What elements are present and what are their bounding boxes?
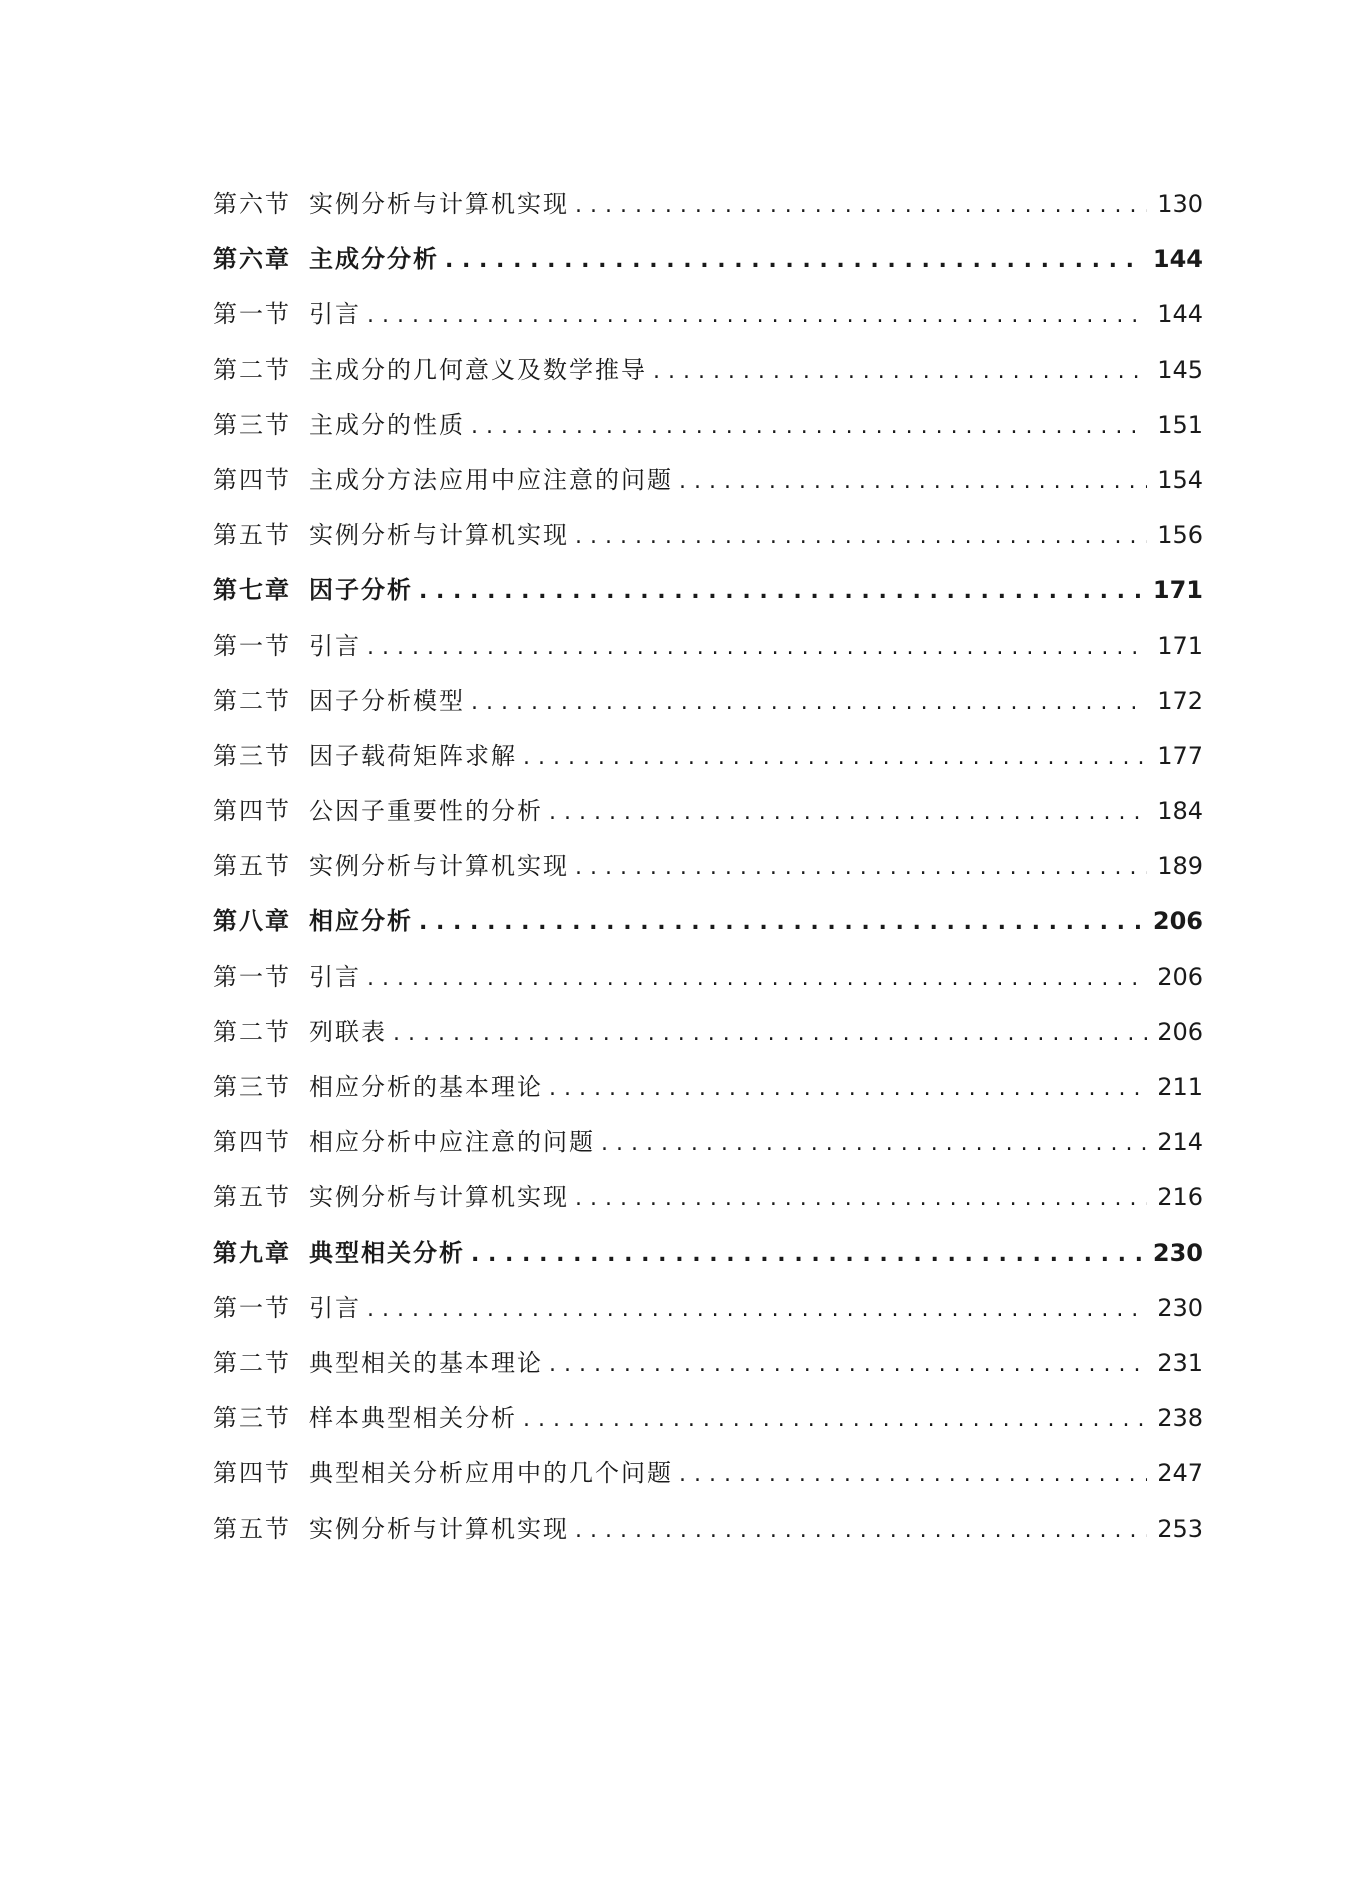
toc-entry-title: 主成分方法应用中应注意的问题: [309, 465, 673, 494]
toc-entry-title: 公因子重要性的分析: [309, 797, 543, 826]
toc-entry-title: 典型相关的基本理论: [309, 1348, 543, 1377]
toc-dot-leader: [419, 575, 1143, 604]
toc-entry-page: 230: [1157, 1293, 1203, 1322]
toc-entry-page: 171: [1152, 576, 1203, 605]
toc-dot-leader: [523, 1404, 1147, 1432]
toc-dot-leader: [679, 1459, 1147, 1487]
toc-entry[interactable]: [213, 1122, 1203, 1177]
toc-entry-title: 实例分析与计算机实现: [309, 1514, 569, 1543]
toc-entry-label: 第四节: [213, 465, 291, 494]
table-of-contents: [213, 184, 1203, 1564]
toc-entry-label: 第三节: [213, 410, 291, 439]
toc-entry-page: 206: [1152, 907, 1203, 936]
toc-entry-title: 主成分的性质: [309, 410, 465, 439]
toc-entry-label: 第六章: [213, 244, 291, 274]
toc-dot-leader: [393, 1018, 1147, 1046]
toc-dot-leader: [575, 1515, 1147, 1543]
toc-entry-page: 211: [1157, 1073, 1203, 1101]
toc-dot-leader: [367, 1294, 1147, 1322]
toc-entry-title: 典型相关分析应用中的几个问题: [309, 1459, 673, 1488]
toc-entry-page: 154: [1157, 465, 1203, 494]
toc-dot-leader: [575, 521, 1147, 549]
toc-entry-page: 151: [1157, 410, 1203, 439]
toc-dot-leader: [445, 244, 1143, 273]
toc-chapter-entry[interactable]: [213, 1233, 1203, 1288]
toc-entry[interactable]: [213, 1012, 1203, 1067]
toc-entry[interactable]: [213, 1453, 1203, 1508]
toc-entry[interactable]: [213, 681, 1203, 736]
toc-entry-label: 第五节: [213, 852, 291, 881]
toc-dot-leader: [419, 906, 1143, 935]
toc-entry-title: 实例分析与计算机实现: [309, 190, 569, 218]
toc-entry[interactable]: [213, 1177, 1203, 1232]
toc-entry-page: 189: [1157, 852, 1203, 881]
toc-entry-title: 引言: [309, 1293, 361, 1322]
toc-entry[interactable]: [213, 460, 1203, 515]
toc-entry-title: 主成分分析: [309, 244, 439, 274]
toc-entry-label: 第四节: [213, 797, 291, 826]
toc-entry-page: 172: [1157, 686, 1203, 715]
toc-entry-title: 相应分析中应注意的问题: [309, 1128, 595, 1157]
toc-entry-page: 253: [1157, 1514, 1203, 1543]
toc-entry-label: 第三节: [213, 741, 291, 770]
toc-dot-leader: [549, 1073, 1147, 1101]
toc-entry-page: 247: [1157, 1459, 1203, 1488]
toc-entry[interactable]: [213, 184, 1203, 239]
toc-entry-page: 206: [1157, 1017, 1203, 1046]
toc-entry-label: 第二节: [213, 1017, 291, 1046]
toc-entry-title: 实例分析与计算机实现: [309, 852, 569, 881]
toc-dot-leader: [367, 632, 1147, 660]
toc-entry[interactable]: [213, 1067, 1203, 1122]
toc-entry-page: 216: [1157, 1183, 1203, 1212]
toc-entry-title: 因子载荷矩阵求解: [309, 741, 517, 770]
toc-entry-title: 因子分析模型: [309, 686, 465, 715]
toc-entry-page: 144: [1152, 245, 1203, 274]
toc-entry-label: 第一节: [213, 1293, 291, 1322]
toc-entry-label: 第七章: [213, 575, 291, 605]
toc-entry[interactable]: [213, 791, 1203, 846]
toc-dot-leader: [575, 1183, 1147, 1211]
toc-entry[interactable]: [213, 350, 1203, 405]
toc-entry-page: 184: [1157, 797, 1203, 826]
toc-entry-page: 145: [1157, 355, 1203, 384]
toc-dot-leader: [679, 466, 1147, 494]
toc-entry-page: 230: [1152, 1238, 1203, 1267]
toc-entry-title: 因子分析: [309, 575, 413, 605]
toc-entry-label: 第五节: [213, 1514, 291, 1543]
toc-entry-page: 144: [1157, 300, 1203, 329]
toc-entry-title: 引言: [309, 962, 361, 991]
toc-entry-label: 第八章: [213, 906, 291, 936]
toc-entry-title: 相应分析: [309, 906, 413, 936]
toc-entry-label: 第三节: [213, 1404, 291, 1433]
toc-entry-page: 156: [1157, 521, 1203, 550]
toc-entry[interactable]: [213, 515, 1203, 570]
toc-entry-title: 相应分析的基本理论: [309, 1073, 543, 1101]
toc-entry-label: 第一节: [213, 962, 291, 991]
toc-entry-label: 第四节: [213, 1459, 291, 1488]
toc-chapter-entry[interactable]: [213, 901, 1203, 956]
toc-dot-leader: [575, 852, 1147, 880]
toc-entry-label: 第九章: [213, 1237, 291, 1267]
toc-entry-label: 第五节: [213, 1183, 291, 1212]
toc-entry[interactable]: [213, 1509, 1203, 1564]
toc-entry[interactable]: [213, 626, 1203, 681]
toc-entry-title: 主成分的几何意义及数学推导: [309, 355, 647, 384]
toc-entry-page: 177: [1157, 741, 1203, 770]
toc-entry-label: 第二节: [213, 686, 291, 715]
toc-entry-page: 238: [1157, 1404, 1203, 1433]
toc-entry[interactable]: [213, 846, 1203, 901]
toc-entry-title: 引言: [309, 300, 361, 329]
toc-entry-label: 第一节: [213, 300, 291, 329]
toc-entry-page: 214: [1157, 1128, 1203, 1157]
toc-chapter-entry[interactable]: [213, 239, 1203, 294]
toc-entry-label: 第二节: [213, 355, 291, 384]
toc-entry-title: 样本典型相关分析: [309, 1404, 517, 1433]
toc-entry-label: 第四节: [213, 1128, 291, 1157]
toc-entry-title: 列联表: [309, 1017, 387, 1046]
toc-dot-leader: [575, 190, 1147, 218]
toc-dot-leader: [471, 1238, 1143, 1267]
toc-entry-label: 第一节: [213, 631, 291, 660]
toc-entry-title: 实例分析与计算机实现: [309, 521, 569, 550]
toc-dot-leader: [523, 742, 1147, 770]
toc-entry-label: 第二节: [213, 1348, 291, 1377]
toc-entry[interactable]: [213, 405, 1203, 460]
toc-entry[interactable]: [213, 736, 1203, 791]
toc-entry-label: 第六节: [213, 190, 291, 218]
toc-entry-title: 典型相关分析: [309, 1237, 465, 1267]
toc-dot-leader: [471, 411, 1147, 439]
toc-dot-leader: [653, 356, 1147, 384]
toc-entry[interactable]: [213, 1398, 1203, 1453]
toc-dot-leader: [367, 963, 1147, 991]
toc-dot-leader: [549, 1349, 1147, 1377]
toc-entry[interactable]: [213, 1343, 1203, 1398]
toc-entry-label: 第五节: [213, 521, 291, 550]
toc-entry-page: 231: [1157, 1348, 1203, 1377]
toc-dot-leader: [601, 1128, 1147, 1156]
toc-entry[interactable]: [213, 294, 1203, 349]
toc-entry-page: 130: [1157, 190, 1203, 218]
toc-entry[interactable]: [213, 957, 1203, 1012]
toc-entry-title: 实例分析与计算机实现: [309, 1183, 569, 1212]
toc-entry-page: 171: [1157, 631, 1203, 660]
toc-dot-leader: [367, 300, 1147, 328]
toc-entry-page: 206: [1157, 962, 1203, 991]
toc-dot-leader: [549, 797, 1147, 825]
toc-chapter-entry[interactable]: [213, 570, 1203, 625]
toc-entry[interactable]: [213, 1288, 1203, 1343]
toc-dot-leader: [471, 687, 1147, 715]
toc-entry-title: 引言: [309, 631, 361, 660]
toc-entry-label: 第三节: [213, 1073, 291, 1101]
